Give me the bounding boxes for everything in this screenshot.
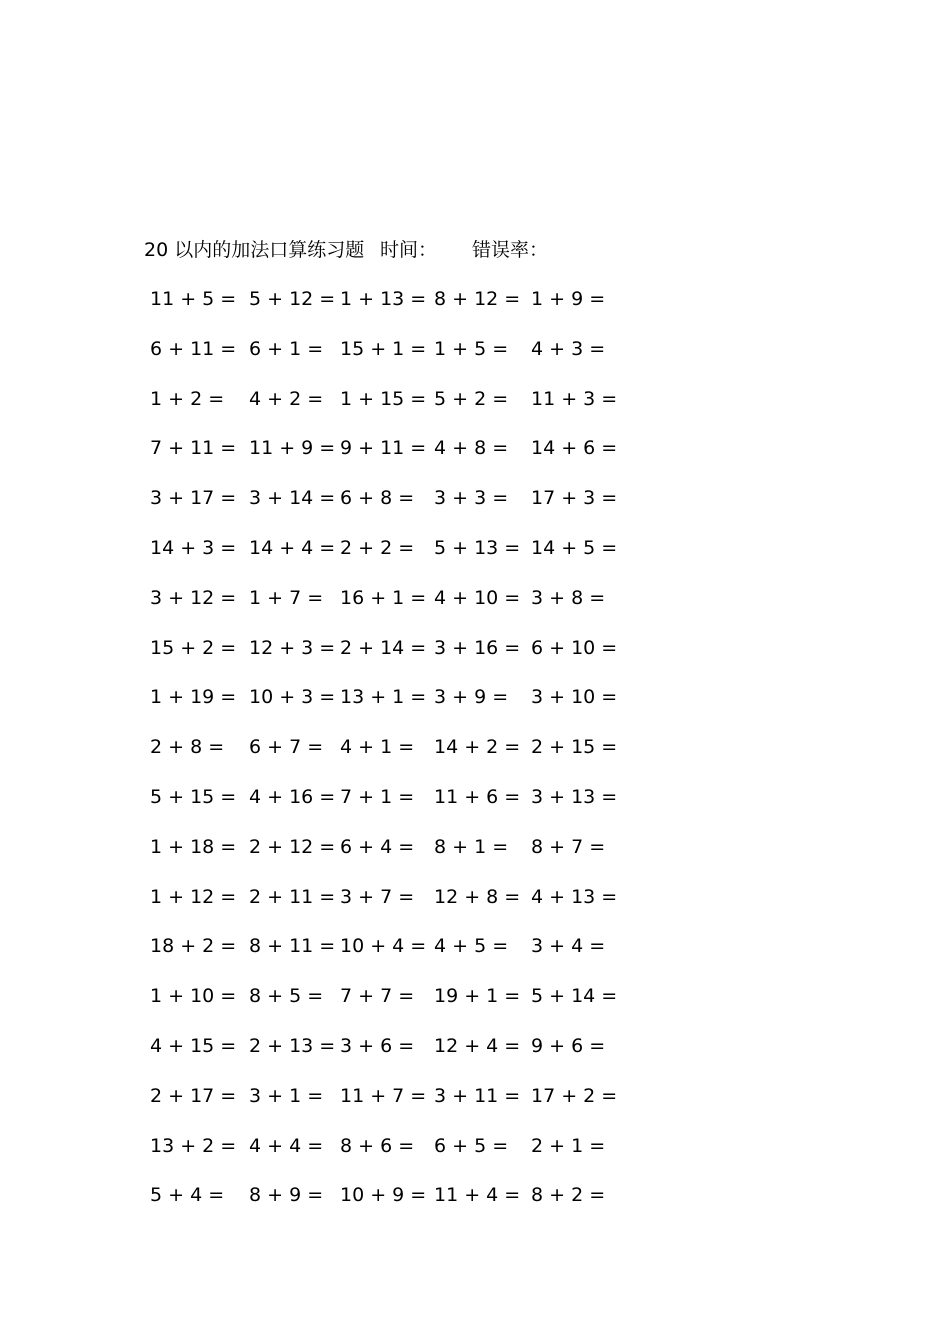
- problem-row: [0, 1082, 950, 1110]
- addition-problem: 4 + 16 =: [249, 786, 336, 808]
- addition-problem: 3 + 11 =: [434, 1084, 521, 1107]
- addition-problem: 14 + 6 =: [531, 437, 618, 460]
- addition-problem: 6 + 11 =: [150, 337, 237, 360]
- addition-problem: 9 + 11 =: [340, 437, 427, 460]
- addition-problem: 5 + 13 =: [434, 537, 521, 559]
- addition-problem: 11 + 6 =: [434, 786, 521, 808]
- addition-problem: 2 + 1 =: [531, 1134, 606, 1157]
- problem-row: [0, 683, 950, 711]
- addition-problem: 16 + 1 =: [340, 586, 427, 609]
- addition-problem: 8 + 9 =: [249, 1184, 324, 1207]
- addition-problem: 3 + 12 =: [150, 586, 237, 609]
- addition-problem: 11 + 9 =: [249, 437, 336, 460]
- error-rate-label: 错误率：: [472, 239, 549, 261]
- addition-problem: 8 + 7 =: [531, 835, 606, 858]
- addition-problem: 1 + 2 =: [150, 387, 225, 410]
- addition-problem: 3 + 4 =: [531, 935, 606, 958]
- addition-problem: 2 + 14 =: [340, 636, 427, 659]
- addition-problem: 3 + 1 =: [249, 1084, 324, 1107]
- problem-row: [0, 634, 950, 662]
- addition-problem: 8 + 6 =: [340, 1134, 415, 1157]
- addition-problem: 3 + 8 =: [531, 586, 606, 609]
- addition-problem: 2 + 11 =: [249, 885, 336, 908]
- addition-problem: 4 + 13 =: [531, 885, 618, 908]
- addition-problem: 7 + 11 =: [150, 437, 237, 460]
- addition-problem: 5 + 14 =: [531, 985, 618, 1008]
- problem-row: [0, 434, 950, 462]
- addition-problem: 14 + 5 =: [531, 537, 618, 559]
- addition-problem: 10 + 9 =: [340, 1184, 427, 1207]
- addition-problem: 4 + 8 =: [434, 437, 509, 460]
- problem-row: [0, 1032, 950, 1060]
- addition-problem: 12 + 8 =: [434, 885, 521, 908]
- problem-row: [0, 783, 950, 811]
- addition-problem: 4 + 5 =: [434, 935, 509, 958]
- problem-row: [0, 1132, 950, 1160]
- problem-row: [0, 932, 950, 960]
- problem-row: [0, 883, 950, 911]
- addition-problem: 13 + 2 =: [150, 1134, 237, 1157]
- addition-problem: 4 + 3 =: [531, 337, 606, 360]
- addition-problem: 6 + 10 =: [531, 636, 618, 659]
- addition-problem: 11 + 7 =: [340, 1084, 427, 1107]
- addition-problem: 12 + 4 =: [434, 1035, 521, 1057]
- problem-row: [0, 385, 950, 413]
- time-label: 时间：: [380, 239, 438, 261]
- addition-problem: 2 + 17 =: [150, 1084, 237, 1107]
- addition-problem: 15 + 1 =: [340, 337, 427, 360]
- problem-row: [0, 833, 950, 861]
- addition-problem: 1 + 9 =: [531, 288, 606, 310]
- addition-problem: 12 + 3 =: [249, 636, 336, 659]
- addition-problem: 17 + 2 =: [531, 1084, 618, 1107]
- addition-problem: 7 + 7 =: [340, 985, 415, 1008]
- addition-problem: 11 + 3 =: [531, 387, 618, 410]
- addition-problem: 1 + 18 =: [150, 835, 237, 858]
- addition-problem: 4 + 2 =: [249, 387, 324, 410]
- addition-problem: 1 + 19 =: [150, 686, 237, 709]
- addition-problem: 3 + 3 =: [434, 487, 509, 510]
- addition-problem: 8 + 1 =: [434, 835, 509, 858]
- addition-problem: 5 + 2 =: [434, 387, 509, 410]
- addition-problem: 13 + 1 =: [340, 686, 427, 709]
- addition-problem: 5 + 15 =: [150, 786, 237, 808]
- addition-problem: 8 + 12 =: [434, 288, 521, 310]
- problem-row: [0, 534, 950, 562]
- addition-problem: 3 + 14 =: [249, 487, 336, 510]
- addition-problem: 14 + 4 =: [249, 537, 336, 559]
- addition-problem: 2 + 13 =: [249, 1035, 336, 1057]
- addition-problem: 14 + 2 =: [434, 736, 521, 759]
- addition-problem: 1 + 10 =: [150, 985, 237, 1008]
- addition-problem: 6 + 5 =: [434, 1134, 509, 1157]
- addition-problem: 14 + 3 =: [150, 537, 237, 559]
- addition-problem: 3 + 7 =: [340, 885, 415, 908]
- addition-problem: 8 + 5 =: [249, 985, 324, 1008]
- problem-row: [0, 285, 950, 313]
- addition-problem: 4 + 1 =: [340, 736, 415, 759]
- addition-problem: 1 + 5 =: [434, 337, 509, 360]
- problem-row: [0, 982, 950, 1010]
- addition-problem: 2 + 2 =: [340, 537, 415, 559]
- problem-row: [0, 733, 950, 761]
- addition-problem: 1 + 12 =: [150, 885, 237, 908]
- addition-problem: 9 + 6 =: [531, 1035, 606, 1057]
- addition-problem: 10 + 3 =: [249, 686, 336, 709]
- worksheet-title: 20 以内的加法口算练习题: [144, 239, 365, 261]
- addition-problem: 6 + 7 =: [249, 736, 324, 759]
- addition-problem: 19 + 1 =: [434, 985, 521, 1008]
- addition-problem: 1 + 13 =: [340, 288, 427, 310]
- addition-problem: 1 + 15 =: [340, 387, 427, 410]
- addition-problem: 2 + 12 =: [249, 835, 336, 858]
- addition-problem: 2 + 15 =: [531, 736, 618, 759]
- addition-problem: 4 + 4 =: [249, 1134, 324, 1157]
- addition-problem: 5 + 4 =: [150, 1184, 225, 1207]
- addition-problem: 6 + 8 =: [340, 487, 415, 510]
- addition-problem: 15 + 2 =: [150, 636, 237, 659]
- addition-problem: 3 + 16 =: [434, 636, 521, 659]
- problem-row: [0, 1181, 950, 1209]
- addition-problem: 6 + 4 =: [340, 835, 415, 858]
- addition-problem: 3 + 17 =: [150, 487, 237, 510]
- addition-problem: 5 + 12 =: [249, 288, 336, 310]
- addition-problem: 6 + 1 =: [249, 337, 324, 360]
- addition-problem: 3 + 13 =: [531, 786, 618, 808]
- addition-problem: 7 + 1 =: [340, 786, 415, 808]
- addition-problem: 3 + 6 =: [340, 1035, 415, 1057]
- addition-problem: 2 + 8 =: [150, 736, 225, 759]
- addition-problem: 3 + 9 =: [434, 686, 509, 709]
- addition-problem: 10 + 4 =: [340, 935, 427, 958]
- addition-problem: 8 + 11 =: [249, 935, 336, 958]
- addition-problem: 8 + 2 =: [531, 1184, 606, 1207]
- addition-problem: 1 + 7 =: [249, 586, 324, 609]
- addition-problem: 11 + 4 =: [434, 1184, 521, 1207]
- problem-row: [0, 335, 950, 363]
- addition-problem: 3 + 10 =: [531, 686, 618, 709]
- addition-problem: 4 + 15 =: [150, 1035, 237, 1057]
- addition-problem: 11 + 5 =: [150, 288, 237, 310]
- addition-problem: 18 + 2 =: [150, 935, 237, 958]
- addition-problem: 4 + 10 =: [434, 586, 521, 609]
- addition-problem: 17 + 3 =: [531, 487, 618, 510]
- problem-row: [0, 484, 950, 512]
- problem-row: [0, 584, 950, 612]
